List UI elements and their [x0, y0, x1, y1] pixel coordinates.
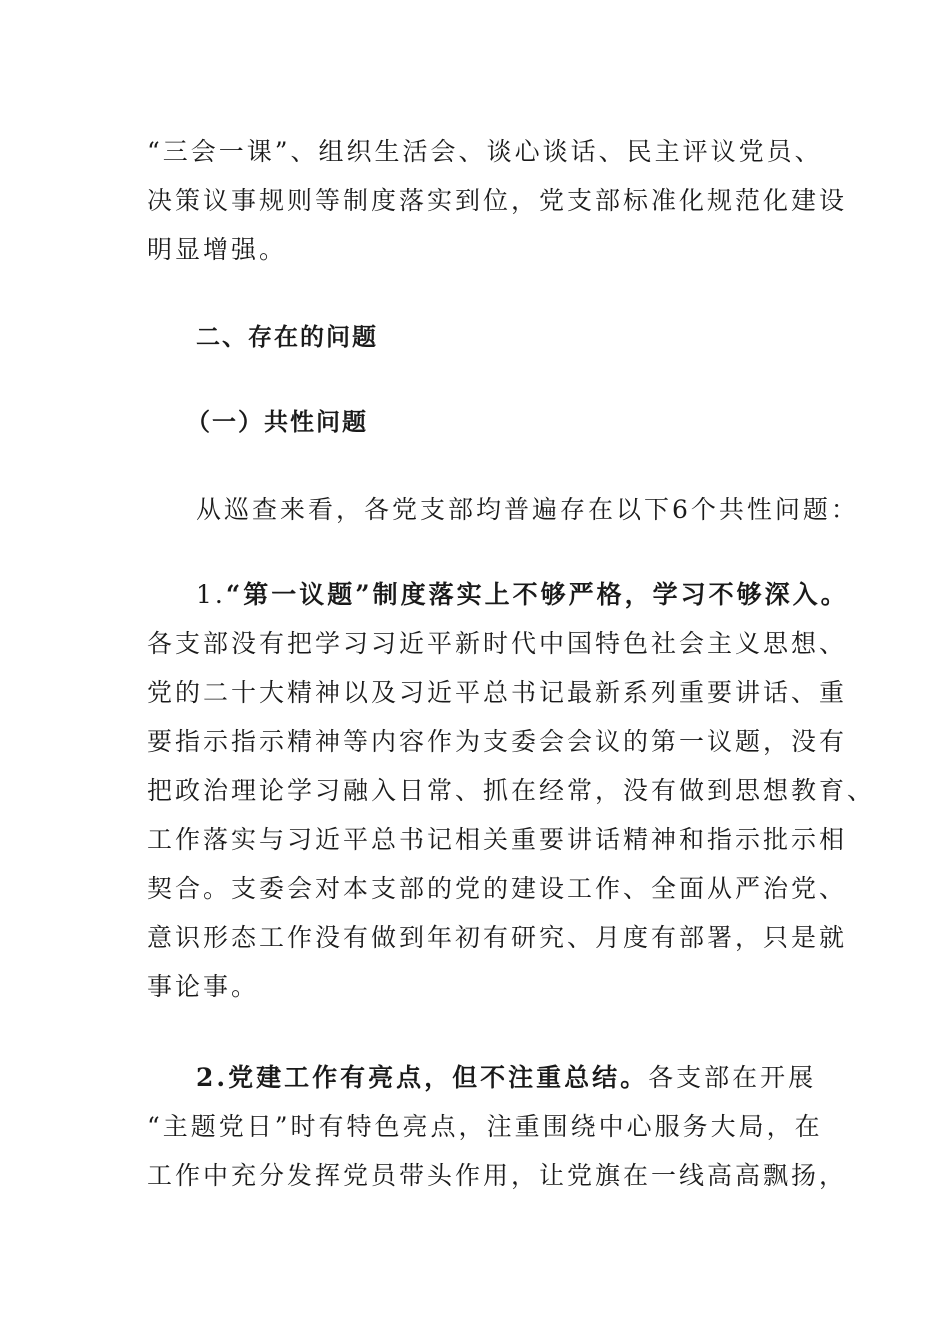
- item2-heading-line: [196, 1061, 816, 1095]
- item1-line-3: 要指示指示精神等内容作为支委会会议的第一议题，没有: [147, 727, 848, 756]
- item2-first-line-rest: 各支部在开展: [648, 1063, 817, 1092]
- item1-line-5: 工作落实与习近平总书记相关重要讲话精神和指示批示相: [147, 825, 848, 854]
- intro-line-1: “三会一课”、组织生活会、谈心谈话、民主评议党员、: [147, 137, 823, 166]
- item1-title: “第一议题”制度落实上不够严格，学习不够深入。: [225, 580, 849, 609]
- subsection-heading: （一）共性问题: [186, 408, 368, 436]
- item1-line-8: 事论事。: [147, 972, 260, 1001]
- item1-line-2: 党的二十大精神以及习近平总书记最新系列重要讲话、重: [147, 678, 848, 707]
- item1-line-1: 各支部没有把学习习近平新时代中国特色社会主义思想、: [147, 629, 848, 658]
- item1-line-7: 意识形态工作没有做到年初有研究、月度有部署，只是就: [147, 923, 848, 952]
- intro-line-2: 决策议事规则等制度落实到位，党支部标准化规范化建设: [147, 186, 848, 215]
- intro-line-3: 明显增强。: [147, 235, 288, 264]
- item1-line-4: 把政治理论学习融入日常、抓在经常，没有做到思想教育、: [147, 776, 876, 805]
- item1-number: 1.: [196, 580, 226, 609]
- section-heading: 二、存在的问题: [196, 323, 378, 351]
- item1-heading-line: [196, 578, 849, 612]
- item2-title: 2.党建工作有亮点，但不注重总结。: [196, 1063, 649, 1092]
- item2-line-1: “主题党日”时有特色亮点，注重围绕中心服务大局，在: [147, 1112, 823, 1141]
- item2-line-2: 工作中充分发挥党员带头作用，让党旗在一线高高飘扬，: [147, 1161, 848, 1190]
- item1-line-6: 契合。支委会对本支部的党的建设工作、全面从严治党、: [147, 874, 848, 903]
- summary-line: 从巡查来看，各党支部均普遍存在以下6个共性问题：: [196, 495, 859, 524]
